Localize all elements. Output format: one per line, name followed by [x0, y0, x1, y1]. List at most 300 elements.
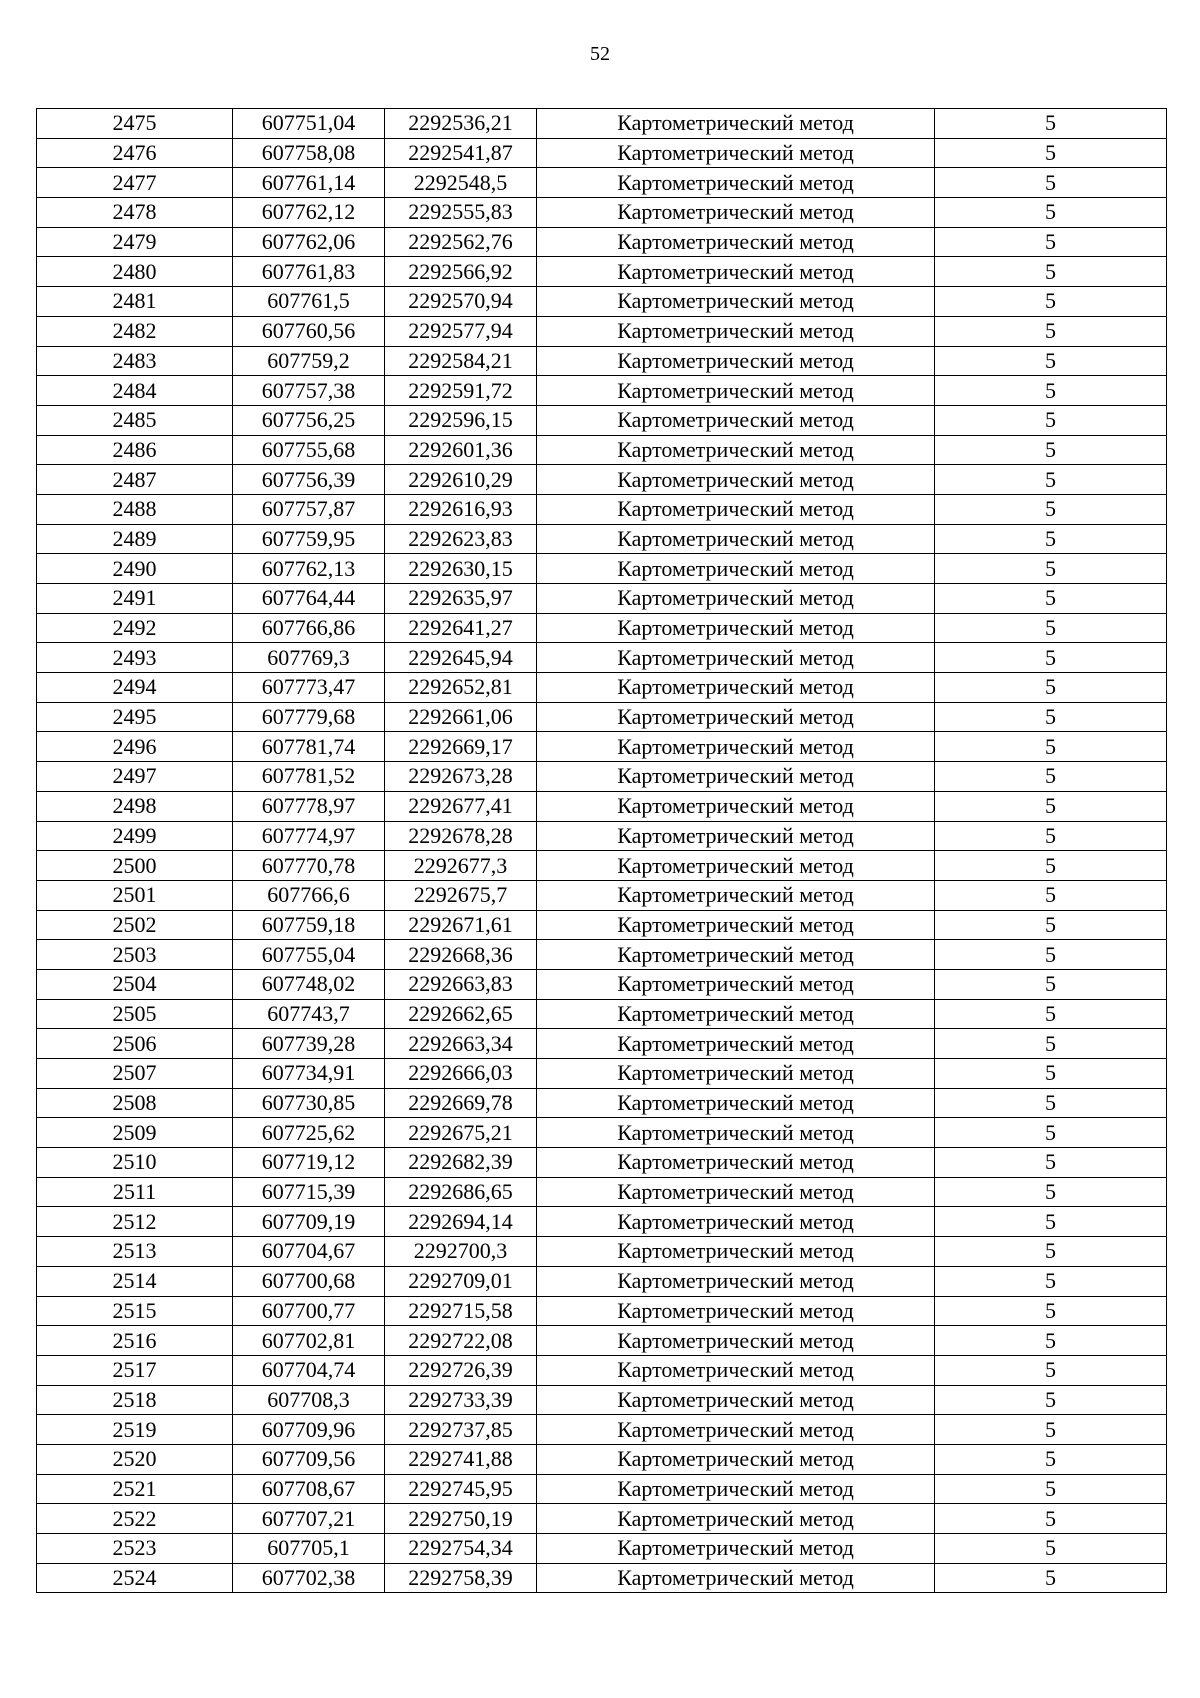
- point-number-cell: 2502: [37, 910, 233, 940]
- method-cell: Картометрический метод: [537, 1266, 935, 1296]
- accuracy-cell: 5: [935, 376, 1167, 406]
- point-number-cell: 2475: [37, 109, 233, 139]
- accuracy-cell: 5: [935, 1504, 1167, 1534]
- point-number-cell: 2510: [37, 1148, 233, 1178]
- y-coordinate-cell: 2292673,28: [385, 762, 537, 792]
- point-number-cell: 2518: [37, 1385, 233, 1415]
- table-row: [37, 1534, 1167, 1564]
- point-number-cell: 2505: [37, 999, 233, 1029]
- accuracy-cell: 5: [935, 138, 1167, 168]
- x-coordinate-cell: 607769,3: [233, 643, 385, 673]
- point-number-cell: 2489: [37, 524, 233, 554]
- table-row: [37, 405, 1167, 435]
- method-cell: Картометрический метод: [537, 940, 935, 970]
- y-coordinate-cell: 2292694,14: [385, 1207, 537, 1237]
- y-coordinate-cell: 2292610,29: [385, 465, 537, 495]
- table-row: [37, 1177, 1167, 1207]
- y-coordinate-cell: 2292601,36: [385, 435, 537, 465]
- point-number-cell: 2496: [37, 732, 233, 762]
- accuracy-cell: 5: [935, 643, 1167, 673]
- accuracy-cell: 5: [935, 1029, 1167, 1059]
- y-coordinate-cell: 2292641,27: [385, 613, 537, 643]
- table-row: [37, 1296, 1167, 1326]
- method-cell: Картометрический метод: [537, 584, 935, 614]
- y-coordinate-cell: 2292686,65: [385, 1177, 537, 1207]
- method-cell: Картометрический метод: [537, 732, 935, 762]
- x-coordinate-cell: 607770,78: [233, 851, 385, 881]
- y-coordinate-cell: 2292669,78: [385, 1088, 537, 1118]
- method-cell: Картометрический метод: [537, 1563, 935, 1593]
- point-number-cell: 2479: [37, 227, 233, 257]
- accuracy-cell: 5: [935, 1059, 1167, 1089]
- table-row: [37, 109, 1167, 139]
- x-coordinate-cell: 607739,28: [233, 1029, 385, 1059]
- page-number: 52: [590, 43, 610, 65]
- accuracy-cell: 5: [935, 1088, 1167, 1118]
- table-row: [37, 1444, 1167, 1474]
- point-number-cell: 2503: [37, 940, 233, 970]
- y-coordinate-cell: 2292671,61: [385, 910, 537, 940]
- x-coordinate-cell: 607751,04: [233, 109, 385, 139]
- y-coordinate-cell: 2292663,83: [385, 969, 537, 999]
- method-cell: Картометрический метод: [537, 1296, 935, 1326]
- y-coordinate-cell: 2292645,94: [385, 643, 537, 673]
- point-number-cell: 2522: [37, 1504, 233, 1534]
- x-coordinate-cell: 607748,02: [233, 969, 385, 999]
- point-number-cell: 2481: [37, 287, 233, 317]
- table-row: [37, 168, 1167, 198]
- table-row: [37, 1118, 1167, 1148]
- table-row: [37, 376, 1167, 406]
- accuracy-cell: 5: [935, 1296, 1167, 1326]
- table-row: [37, 435, 1167, 465]
- method-cell: Картометрический метод: [537, 910, 935, 940]
- accuracy-cell: 5: [935, 494, 1167, 524]
- method-cell: Картометрический метод: [537, 465, 935, 495]
- y-coordinate-cell: 2292662,65: [385, 999, 537, 1029]
- point-number-cell: 2516: [37, 1326, 233, 1356]
- table-row: [37, 673, 1167, 703]
- accuracy-cell: 5: [935, 287, 1167, 317]
- method-cell: Картометрический метод: [537, 613, 935, 643]
- table-row: [37, 762, 1167, 792]
- table-row: [37, 910, 1167, 940]
- y-coordinate-cell: 2292668,36: [385, 940, 537, 970]
- method-cell: Картометрический метод: [537, 168, 935, 198]
- method-cell: Картометрический метод: [537, 999, 935, 1029]
- accuracy-cell: 5: [935, 316, 1167, 346]
- x-coordinate-cell: 607755,68: [233, 435, 385, 465]
- table-row: [37, 1385, 1167, 1415]
- accuracy-cell: 5: [935, 1207, 1167, 1237]
- point-number-cell: 2514: [37, 1266, 233, 1296]
- x-coordinate-cell: 607708,67: [233, 1474, 385, 1504]
- x-coordinate-cell: 607700,77: [233, 1296, 385, 1326]
- method-cell: Картометрический метод: [537, 1148, 935, 1178]
- point-number-cell: 2476: [37, 138, 233, 168]
- method-cell: Картометрический метод: [537, 1207, 935, 1237]
- table-row: [37, 1563, 1167, 1593]
- y-coordinate-cell: 2292596,15: [385, 405, 537, 435]
- x-coordinate-cell: 607759,18: [233, 910, 385, 940]
- method-cell: Картометрический метод: [537, 702, 935, 732]
- x-coordinate-cell: 607759,2: [233, 346, 385, 376]
- table-row: [37, 1266, 1167, 1296]
- method-cell: Картометрический метод: [537, 109, 935, 139]
- accuracy-cell: 5: [935, 257, 1167, 287]
- x-coordinate-cell: 607704,74: [233, 1355, 385, 1385]
- point-number-cell: 2492: [37, 613, 233, 643]
- x-coordinate-cell: 607781,52: [233, 762, 385, 792]
- accuracy-cell: 5: [935, 346, 1167, 376]
- y-coordinate-cell: 2292758,39: [385, 1563, 537, 1593]
- y-coordinate-cell: 2292741,88: [385, 1444, 537, 1474]
- y-coordinate-cell: 2292536,21: [385, 109, 537, 139]
- accuracy-cell: 5: [935, 1385, 1167, 1415]
- table-row: [37, 821, 1167, 851]
- point-number-cell: 2512: [37, 1207, 233, 1237]
- accuracy-cell: 5: [935, 227, 1167, 257]
- accuracy-cell: 5: [935, 198, 1167, 228]
- x-coordinate-cell: 607757,38: [233, 376, 385, 406]
- x-coordinate-cell: 607761,14: [233, 168, 385, 198]
- table-row: [37, 1474, 1167, 1504]
- accuracy-cell: 5: [935, 613, 1167, 643]
- point-number-cell: 2506: [37, 1029, 233, 1059]
- y-coordinate-cell: 2292677,3: [385, 851, 537, 881]
- x-coordinate-cell: 607709,56: [233, 1444, 385, 1474]
- accuracy-cell: 5: [935, 465, 1167, 495]
- method-cell: Картометрический метод: [537, 138, 935, 168]
- method-cell: Картометрический метод: [537, 376, 935, 406]
- y-coordinate-cell: 2292733,39: [385, 1385, 537, 1415]
- x-coordinate-cell: 607719,12: [233, 1148, 385, 1178]
- method-cell: Картометрический метод: [537, 821, 935, 851]
- y-coordinate-cell: 2292750,19: [385, 1504, 537, 1534]
- accuracy-cell: 5: [935, 821, 1167, 851]
- coordinates-table-body: [37, 109, 1167, 1593]
- x-coordinate-cell: 607757,87: [233, 494, 385, 524]
- table-row: [37, 969, 1167, 999]
- y-coordinate-cell: 2292677,41: [385, 791, 537, 821]
- point-number-cell: 2511: [37, 1177, 233, 1207]
- point-number-cell: 2486: [37, 435, 233, 465]
- table-row: [37, 999, 1167, 1029]
- y-coordinate-cell: 2292678,28: [385, 821, 537, 851]
- point-number-cell: 2524: [37, 1563, 233, 1593]
- table-row: [37, 584, 1167, 614]
- method-cell: Картометрический метод: [537, 673, 935, 703]
- accuracy-cell: 5: [935, 1474, 1167, 1504]
- x-coordinate-cell: 607704,67: [233, 1237, 385, 1267]
- x-coordinate-cell: 607762,06: [233, 227, 385, 257]
- table-row: [37, 702, 1167, 732]
- point-number-cell: 2519: [37, 1415, 233, 1445]
- table-row: [37, 1207, 1167, 1237]
- accuracy-cell: 5: [935, 584, 1167, 614]
- accuracy-cell: 5: [935, 1355, 1167, 1385]
- table-row: [37, 1355, 1167, 1385]
- table-row: [37, 138, 1167, 168]
- method-cell: Картометрический метод: [537, 643, 935, 673]
- point-number-cell: 2513: [37, 1237, 233, 1267]
- accuracy-cell: 5: [935, 702, 1167, 732]
- x-coordinate-cell: 607762,12: [233, 198, 385, 228]
- table-row: [37, 791, 1167, 821]
- accuracy-cell: 5: [935, 999, 1167, 1029]
- y-coordinate-cell: 2292570,94: [385, 287, 537, 317]
- x-coordinate-cell: 607758,08: [233, 138, 385, 168]
- point-number-cell: 2517: [37, 1355, 233, 1385]
- table-row: [37, 613, 1167, 643]
- method-cell: Картометрический метод: [537, 762, 935, 792]
- table-row: [37, 1029, 1167, 1059]
- point-number-cell: 2504: [37, 969, 233, 999]
- y-coordinate-cell: 2292652,81: [385, 673, 537, 703]
- x-coordinate-cell: 607700,68: [233, 1266, 385, 1296]
- point-number-cell: 2482: [37, 316, 233, 346]
- method-cell: Картометрический метод: [537, 1504, 935, 1534]
- accuracy-cell: 5: [935, 851, 1167, 881]
- x-coordinate-cell: 607755,04: [233, 940, 385, 970]
- y-coordinate-cell: 2292616,93: [385, 494, 537, 524]
- point-number-cell: 2478: [37, 198, 233, 228]
- accuracy-cell: 5: [935, 673, 1167, 703]
- point-number-cell: 2509: [37, 1118, 233, 1148]
- point-number-cell: 2490: [37, 554, 233, 584]
- method-cell: Картометрический метод: [537, 1088, 935, 1118]
- x-coordinate-cell: 607781,74: [233, 732, 385, 762]
- accuracy-cell: 5: [935, 1415, 1167, 1445]
- x-coordinate-cell: 607759,95: [233, 524, 385, 554]
- accuracy-cell: 5: [935, 1266, 1167, 1296]
- method-cell: Картометрический метод: [537, 346, 935, 376]
- method-cell: Картометрический метод: [537, 1326, 935, 1356]
- accuracy-cell: 5: [935, 1444, 1167, 1474]
- x-coordinate-cell: 607766,6: [233, 880, 385, 910]
- x-coordinate-cell: 607761,83: [233, 257, 385, 287]
- table-row: [37, 257, 1167, 287]
- accuracy-cell: 5: [935, 1177, 1167, 1207]
- y-coordinate-cell: 2292745,95: [385, 1474, 537, 1504]
- x-coordinate-cell: 607715,39: [233, 1177, 385, 1207]
- accuracy-cell: 5: [935, 168, 1167, 198]
- method-cell: Картометрический метод: [537, 1177, 935, 1207]
- method-cell: Картометрический метод: [537, 1237, 935, 1267]
- method-cell: Картометрический метод: [537, 1355, 935, 1385]
- point-number-cell: 2484: [37, 376, 233, 406]
- x-coordinate-cell: 607778,97: [233, 791, 385, 821]
- accuracy-cell: 5: [935, 524, 1167, 554]
- point-number-cell: 2493: [37, 643, 233, 673]
- accuracy-cell: 5: [935, 880, 1167, 910]
- accuracy-cell: 5: [935, 1534, 1167, 1564]
- y-coordinate-cell: 2292715,58: [385, 1296, 537, 1326]
- y-coordinate-cell: 2292584,21: [385, 346, 537, 376]
- method-cell: Картометрический метод: [537, 405, 935, 435]
- accuracy-cell: 5: [935, 1237, 1167, 1267]
- x-coordinate-cell: 607756,39: [233, 465, 385, 495]
- accuracy-cell: 5: [935, 910, 1167, 940]
- table-row: [37, 287, 1167, 317]
- table-row: [37, 554, 1167, 584]
- point-number-cell: 2501: [37, 880, 233, 910]
- table-row: [37, 1148, 1167, 1178]
- y-coordinate-cell: 2292577,94: [385, 316, 537, 346]
- y-coordinate-cell: 2292555,83: [385, 198, 537, 228]
- table-row: [37, 1504, 1167, 1534]
- point-number-cell: 2487: [37, 465, 233, 495]
- x-coordinate-cell: 607762,13: [233, 554, 385, 584]
- accuracy-cell: 5: [935, 762, 1167, 792]
- table-row: [37, 198, 1167, 228]
- x-coordinate-cell: 607760,56: [233, 316, 385, 346]
- method-cell: Картометрический метод: [537, 227, 935, 257]
- point-number-cell: 2520: [37, 1444, 233, 1474]
- method-cell: Картометрический метод: [537, 435, 935, 465]
- method-cell: Картометрический метод: [537, 316, 935, 346]
- y-coordinate-cell: 2292541,87: [385, 138, 537, 168]
- method-cell: Картометрический метод: [537, 257, 935, 287]
- y-coordinate-cell: 2292700,3: [385, 1237, 537, 1267]
- table-row: [37, 1415, 1167, 1445]
- table-row: [37, 346, 1167, 376]
- x-coordinate-cell: 607725,62: [233, 1118, 385, 1148]
- x-coordinate-cell: 607766,86: [233, 613, 385, 643]
- method-cell: Картометрический метод: [537, 969, 935, 999]
- x-coordinate-cell: 607756,25: [233, 405, 385, 435]
- point-number-cell: 2483: [37, 346, 233, 376]
- method-cell: Картометрический метод: [537, 1029, 935, 1059]
- y-coordinate-cell: 2292675,7: [385, 880, 537, 910]
- y-coordinate-cell: 2292548,5: [385, 168, 537, 198]
- y-coordinate-cell: 2292566,92: [385, 257, 537, 287]
- table-row: [37, 524, 1167, 554]
- point-number-cell: 2491: [37, 584, 233, 614]
- y-coordinate-cell: 2292754,34: [385, 1534, 537, 1564]
- point-number-cell: 2500: [37, 851, 233, 881]
- method-cell: Картометрический метод: [537, 1059, 935, 1089]
- x-coordinate-cell: 607761,5: [233, 287, 385, 317]
- method-cell: Картометрический метод: [537, 1118, 935, 1148]
- y-coordinate-cell: 2292562,76: [385, 227, 537, 257]
- accuracy-cell: 5: [935, 732, 1167, 762]
- x-coordinate-cell: 607702,38: [233, 1563, 385, 1593]
- method-cell: Картометрический метод: [537, 198, 935, 228]
- table-row: [37, 643, 1167, 673]
- accuracy-cell: 5: [935, 554, 1167, 584]
- point-number-cell: 2515: [37, 1296, 233, 1326]
- point-number-cell: 2495: [37, 702, 233, 732]
- accuracy-cell: 5: [935, 109, 1167, 139]
- method-cell: Картометрический метод: [537, 880, 935, 910]
- y-coordinate-cell: 2292726,39: [385, 1355, 537, 1385]
- y-coordinate-cell: 2292666,03: [385, 1059, 537, 1089]
- y-coordinate-cell: 2292722,08: [385, 1326, 537, 1356]
- method-cell: Картометрический метод: [537, 791, 935, 821]
- table-row: [37, 1237, 1167, 1267]
- method-cell: Картометрический метод: [537, 1385, 935, 1415]
- y-coordinate-cell: 2292591,72: [385, 376, 537, 406]
- point-number-cell: 2521: [37, 1474, 233, 1504]
- y-coordinate-cell: 2292663,34: [385, 1029, 537, 1059]
- x-coordinate-cell: 607702,81: [233, 1326, 385, 1356]
- x-coordinate-cell: 607707,21: [233, 1504, 385, 1534]
- method-cell: Картометрический метод: [537, 524, 935, 554]
- method-cell: Картометрический метод: [537, 851, 935, 881]
- point-number-cell: 2498: [37, 791, 233, 821]
- y-coordinate-cell: 2292675,21: [385, 1118, 537, 1148]
- method-cell: Картометрический метод: [537, 1415, 935, 1445]
- point-number-cell: 2477: [37, 168, 233, 198]
- point-number-cell: 2499: [37, 821, 233, 851]
- point-number-cell: 2494: [37, 673, 233, 703]
- accuracy-cell: 5: [935, 1326, 1167, 1356]
- point-number-cell: 2480: [37, 257, 233, 287]
- accuracy-cell: 5: [935, 969, 1167, 999]
- point-number-cell: 2508: [37, 1088, 233, 1118]
- x-coordinate-cell: 607709,19: [233, 1207, 385, 1237]
- accuracy-cell: 5: [935, 1563, 1167, 1593]
- x-coordinate-cell: 607705,1: [233, 1534, 385, 1564]
- method-cell: Картометрический метод: [537, 1444, 935, 1474]
- coordinates-table: [36, 108, 1167, 1593]
- y-coordinate-cell: 2292630,15: [385, 554, 537, 584]
- x-coordinate-cell: 607743,7: [233, 999, 385, 1029]
- accuracy-cell: 5: [935, 1148, 1167, 1178]
- y-coordinate-cell: 2292682,39: [385, 1148, 537, 1178]
- table-row: [37, 465, 1167, 495]
- y-coordinate-cell: 2292623,83: [385, 524, 537, 554]
- x-coordinate-cell: 607709,96: [233, 1415, 385, 1445]
- accuracy-cell: 5: [935, 940, 1167, 970]
- table-row: [37, 316, 1167, 346]
- y-coordinate-cell: 2292635,97: [385, 584, 537, 614]
- table-row: [37, 880, 1167, 910]
- method-cell: Картометрический метод: [537, 494, 935, 524]
- accuracy-cell: 5: [935, 435, 1167, 465]
- y-coordinate-cell: 2292737,85: [385, 1415, 537, 1445]
- table-row: [37, 494, 1167, 524]
- y-coordinate-cell: 2292661,06: [385, 702, 537, 732]
- accuracy-cell: 5: [935, 791, 1167, 821]
- table-row: [37, 851, 1167, 881]
- y-coordinate-cell: 2292669,17: [385, 732, 537, 762]
- method-cell: Картометрический метод: [537, 554, 935, 584]
- x-coordinate-cell: 607730,85: [233, 1088, 385, 1118]
- point-number-cell: 2485: [37, 405, 233, 435]
- table-row: [37, 732, 1167, 762]
- table-row: [37, 1326, 1167, 1356]
- y-coordinate-cell: 2292709,01: [385, 1266, 537, 1296]
- point-number-cell: 2523: [37, 1534, 233, 1564]
- x-coordinate-cell: 607708,3: [233, 1385, 385, 1415]
- method-cell: Картометрический метод: [537, 1534, 935, 1564]
- x-coordinate-cell: 607734,91: [233, 1059, 385, 1089]
- x-coordinate-cell: 607779,68: [233, 702, 385, 732]
- accuracy-cell: 5: [935, 405, 1167, 435]
- x-coordinate-cell: 607764,44: [233, 584, 385, 614]
- point-number-cell: 2497: [37, 762, 233, 792]
- accuracy-cell: 5: [935, 1118, 1167, 1148]
- table-row: [37, 1088, 1167, 1118]
- method-cell: Картометрический метод: [537, 287, 935, 317]
- table-row: [37, 227, 1167, 257]
- method-cell: Картометрический метод: [537, 1474, 935, 1504]
- x-coordinate-cell: 607773,47: [233, 673, 385, 703]
- point-number-cell: 2507: [37, 1059, 233, 1089]
- x-coordinate-cell: 607774,97: [233, 821, 385, 851]
